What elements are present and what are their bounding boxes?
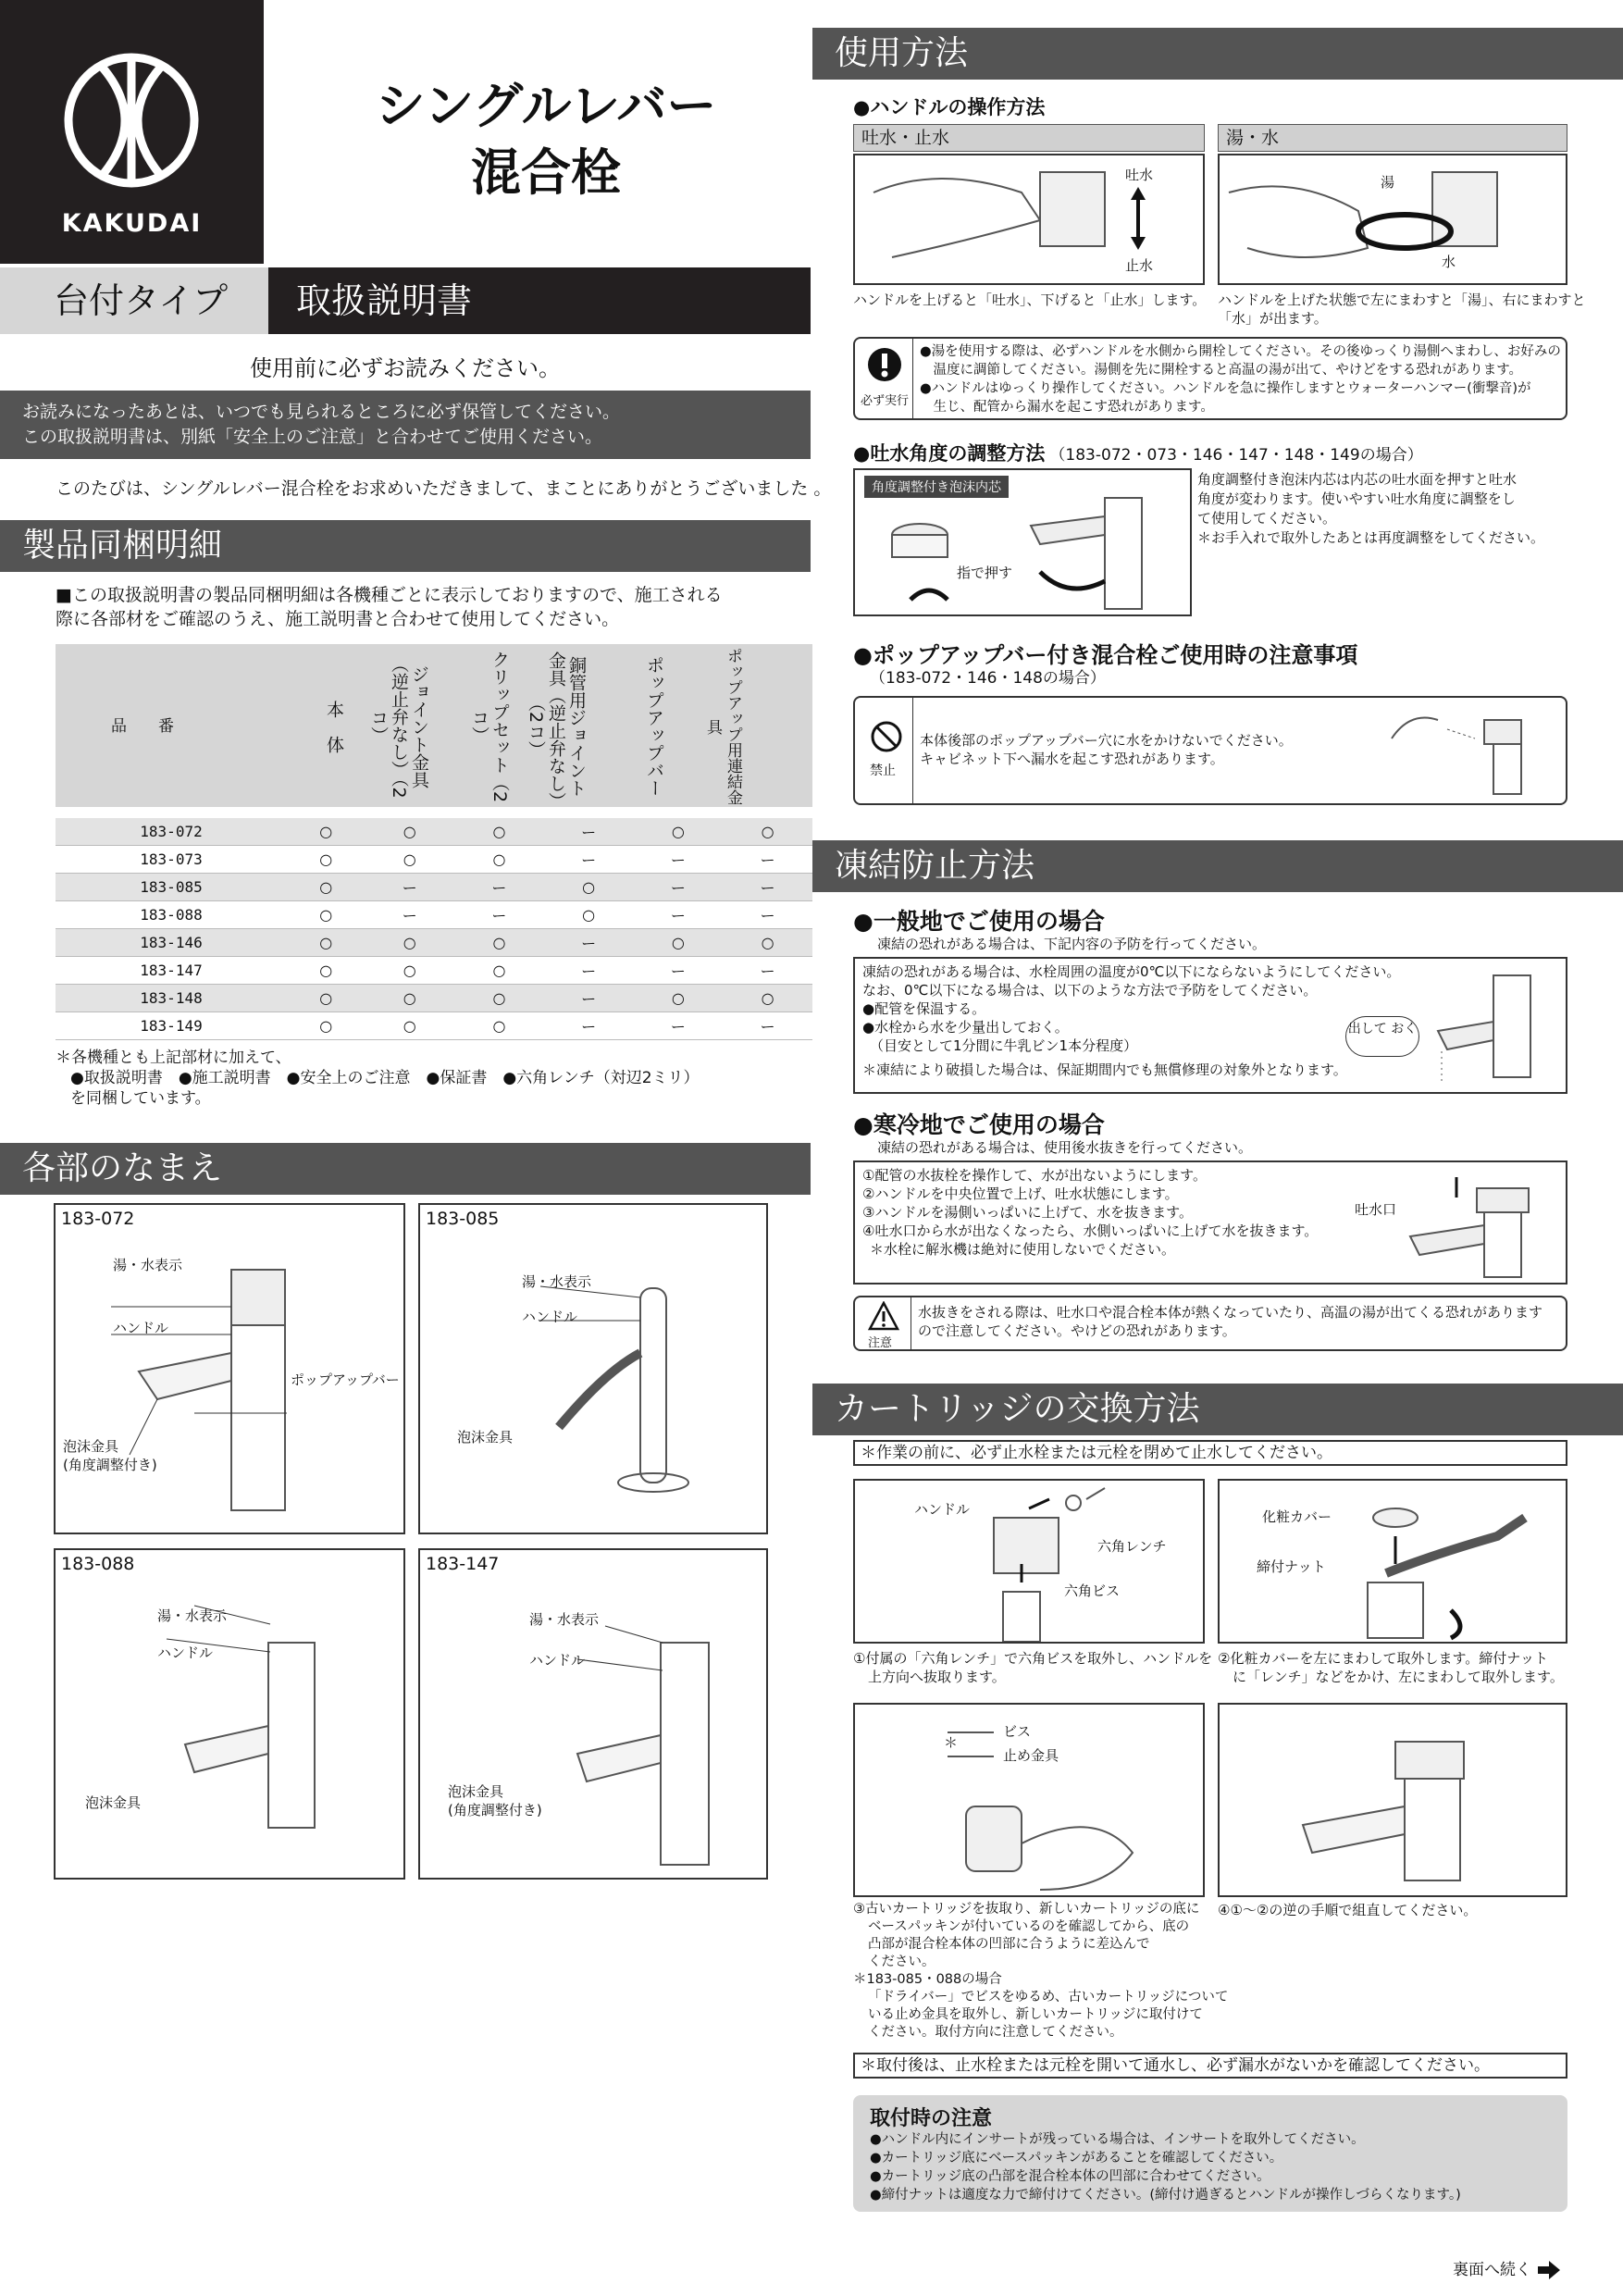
fig2-cover: 化粧カバー — [1262, 1508, 1332, 1525]
cold-line: ④吐水口から水が出なくなったら、水側いっぱいに上げて水を抜きます。 — [862, 1222, 1319, 1239]
faucet-round-icon — [420, 1205, 766, 1533]
row-cell: ー — [723, 901, 812, 929]
angle-line: 角度が変わります。使いやすい吐水角度に調整をし — [1197, 490, 1516, 507]
row-cell: ○ — [287, 985, 365, 1012]
diagram-183-072 — [54, 1203, 405, 1534]
row-cell: ー — [723, 846, 812, 874]
step3-text — [853, 1901, 1228, 2042]
must-line: ●湯を使用する際は、必ずハンドルを水側から開栓してください。その後ゆっくり湯側へまわし、お好みの — [920, 344, 1561, 359]
row-cell: ○ — [365, 957, 454, 985]
popup-subtitle: （183-072・146・148の場合） — [870, 669, 1106, 688]
label-angle: (角度調整付き) — [63, 1457, 157, 1473]
section-freeze: 凍結防止方法 — [812, 840, 1623, 892]
label-hot-cold: 湯・水表示 — [522, 1273, 592, 1290]
contents-intro-line1: ■この取扱説明書の製品同梱明細は各機種ごとに表示しておりますので、施工される — [56, 585, 723, 605]
shower-faucet-icon — [1373, 701, 1558, 803]
step3-line: ください。取付方向に注意してください。 — [868, 2025, 1123, 2040]
step2-line: ②化粧カバーを左にまわして取外します。締付ナット — [1218, 1650, 1548, 1667]
must-line: 生じ、配管から漏水を起こす恐れがあります。 — [920, 400, 1214, 415]
caution-label: 注意 — [868, 1336, 893, 1350]
tab-spout: 吐水・止水 — [853, 124, 1205, 152]
section-cartridge: カートリッジの交換方法 — [812, 1384, 1623, 1435]
label-handle: ハンドル — [113, 1320, 169, 1336]
caution-line: ので注意してください。やけどの恐れがあります。 — [918, 1322, 1236, 1339]
popup-line: キャビネット下へ漏水を起こす恐れがあります。 — [920, 751, 1224, 767]
row-cell: ○ — [634, 929, 724, 957]
row-cell: ー — [544, 1012, 634, 1040]
read-first: 使用前に必ずお読みください。 — [250, 355, 561, 381]
angle-text — [1197, 470, 1544, 548]
install-caution-text — [870, 2130, 1461, 2204]
row-cell: ○ — [287, 818, 365, 846]
angle-line: ＊お手入れで取外したあとは再度調整をしてください。 — [1197, 529, 1545, 546]
fig-step2 — [1218, 1479, 1567, 1644]
row-cell: ー — [634, 957, 724, 985]
install-line: ●締付ナットは適度な力で締付けてください。(締付け過ぎるとハンドルが操作しづらくなります。) — [870, 2188, 1461, 2203]
row-cell: ○ — [287, 1012, 365, 1040]
row-cell: ○ — [365, 1012, 454, 1040]
step2-line: に「レンチ」などをかけ、左にまわして取外します。 — [1233, 1669, 1564, 1685]
row-cell: ○ — [287, 846, 365, 874]
row-cell: ー — [634, 846, 724, 874]
ban-label: 禁止 — [870, 763, 896, 778]
aerator-icon — [855, 470, 1190, 614]
type-label: 台付タイプ — [54, 280, 229, 321]
row-cell: ー — [723, 1012, 812, 1040]
popup-line: 本体後部のポップアップバー穴に水をかけないでください。 — [920, 732, 1293, 749]
freeze-cold-sub: 凍結の恐れがある場合は、使用後水抜きを行ってください。 — [877, 1139, 1253, 1156]
angle-line: 角度調整付き泡沫内芯は内芯の吐水面を押すと吐水 — [1197, 471, 1518, 488]
table-row — [56, 957, 812, 985]
diagram-183-147 — [418, 1548, 768, 1880]
fig-spout — [853, 154, 1205, 285]
faucet-square-icon — [1220, 1705, 1566, 1895]
row-code: 183-148 — [56, 985, 287, 1012]
general-line: 凍結の恐れがある場合は、水栓周囲の温度が0℃以下にならないようにしてください。 — [862, 963, 1401, 980]
row-cell: ○ — [365, 985, 454, 1012]
table-row — [56, 929, 812, 957]
tab-hot-cold: 湯・水 — [1218, 124, 1567, 152]
cold-line: ＊水栓に解氷機は絶対に使用しないでください。 — [870, 1241, 1176, 1258]
contents-note3: を同梱しています。 — [70, 1089, 211, 1108]
general-line: ＊凍結により破損した場合は、保証期間内でも無償修理の対象外となります。 — [862, 1061, 1347, 1078]
cold-line: ③ハンドルを湯側いっぱいに上げて、水を抜きます。 — [862, 1204, 1193, 1221]
row-cell: ○ — [454, 957, 544, 985]
cartridge-pre-note: ＊作業の前に、必ず止水栓または元栓を閉めて止水してください。 — [853, 1440, 1567, 1466]
label-handle: ハンドル — [522, 1309, 578, 1325]
spout-label: 吐水口 — [1355, 1201, 1397, 1218]
row-cell: ー — [544, 818, 634, 846]
row-cell: ○ — [723, 929, 812, 957]
row-cell: ○ — [454, 846, 544, 874]
fig-hot-cold — [1218, 154, 1567, 285]
step1-text — [853, 1649, 1212, 1686]
angle-push: 指で押す — [957, 565, 1013, 581]
step3-line: いる止め金具を取外し、新しいカートリッジに取付けて — [868, 2007, 1203, 2022]
popup-title: ●ポップアップバー付き混合栓ご使用時の注意事項 — [853, 642, 1358, 668]
general-line: （目安として1分間に牛乳ビン1本分程度） — [870, 1037, 1138, 1054]
label-aerator: 泡沫金具 — [63, 1438, 119, 1455]
general-line: なお、0℃以下になる場合は、以下のような方法で予防をしてください。 — [862, 982, 1318, 999]
col-code-label: 品 番 — [111, 717, 174, 736]
contents-note2: ●取扱説明書 ●施工説明書 ●安全上のご注意 ●保証書 ●六角レンチ（対辺2ミリ） — [70, 1069, 700, 1087]
step2-text — [1218, 1649, 1564, 1686]
row-cell: ー — [454, 874, 544, 901]
row-code: 183-073 — [56, 846, 287, 874]
diagram-code: 183-088 — [61, 1554, 135, 1574]
row-cell: ○ — [287, 874, 365, 901]
row-cell: ○ — [365, 846, 454, 874]
table-row — [56, 874, 812, 901]
caption-hot-cold — [1218, 291, 1586, 328]
freeze-cold-title: ●寒冷地でご使用の場合 — [853, 1111, 1105, 1138]
exclamation-icon — [866, 346, 903, 383]
caption-hot-cold-2: 「水」が出ます。 — [1218, 310, 1328, 327]
fig2-nut: 締付ナット — [1257, 1558, 1326, 1575]
row-code: 183-146 — [56, 929, 287, 957]
install-caution-title: 取付時の注意 — [870, 2107, 993, 2130]
faucet-square-icon — [1392, 1170, 1558, 1281]
title-line2: 混合栓 — [471, 143, 621, 202]
faucet-square-icon — [420, 1550, 766, 1878]
fig-step4 — [1218, 1703, 1567, 1897]
row-code: 183-149 — [56, 1012, 287, 1040]
row-code: 183-088 — [56, 901, 287, 929]
row-cell: ○ — [287, 957, 365, 985]
label-spout-off: 止水 — [1125, 257, 1154, 274]
general-line: ●配管を保温する。 — [862, 1000, 986, 1017]
row-cell: ○ — [287, 929, 365, 957]
table-row — [56, 1012, 812, 1040]
freeze-general-title: ●一般地でご使用の場合 — [853, 908, 1105, 935]
col-body: 本 体 — [324, 700, 344, 753]
row-cell: ○ — [544, 901, 634, 929]
row-code: 183-072 — [56, 818, 287, 846]
row-cell: ー — [454, 901, 544, 929]
label-aerator: 泡沫金具 — [448, 1783, 504, 1800]
fig-angle — [853, 468, 1192, 616]
freeze-general-text — [862, 962, 1400, 1079]
row-cell: ー — [365, 901, 454, 929]
must-line: ●ハンドルはゆっくり操作してください。ハンドルを急に操作しますとウォーターハンマー(衝撃音)が — [920, 381, 1531, 396]
step3-line: ください。 — [868, 1955, 935, 1969]
label-hot: 湯 — [1381, 174, 1395, 191]
row-cell: ー — [634, 1012, 724, 1040]
freeze-general-sub: 凍結の恐れがある場合は、下記内容の予防を行ってください。 — [877, 936, 1267, 952]
angle-line: て使用してください。 — [1197, 510, 1337, 527]
label-handle: ハンドル — [157, 1644, 214, 1661]
row-code: 183-147 — [56, 957, 287, 985]
cold-line: ①配管の水抜栓を操作して、水が出ないようにします。 — [862, 1167, 1207, 1184]
fig3-clip: 止め金具 — [1003, 1747, 1059, 1764]
cold-line: ②ハンドルを中央位置で上げ、吐水状態にします。 — [862, 1185, 1179, 1202]
section-contents: 製品同梱明細 — [0, 520, 811, 572]
row-cell: ○ — [634, 985, 724, 1012]
popup-text — [920, 731, 1293, 768]
cartridge-after-note: ＊取付後は、止水栓または元栓を開いて通水し、必ず漏水がないかを確認してください。 — [853, 2053, 1567, 2079]
faucet-square-icon — [56, 1205, 403, 1533]
table-row — [56, 846, 812, 874]
angle-title: ●吐水角度の調整方法 — [853, 442, 1046, 465]
label-handle: ハンドル — [529, 1652, 586, 1669]
col-popup-bar: ポップアップバー — [644, 656, 664, 797]
step3-line: ③古いカートリッジを抜取り、新しいカートリッジの底に — [853, 1902, 1200, 1917]
freeze-caution-box — [853, 1296, 1567, 1351]
col-clip: クリップセット（2コ） — [469, 650, 510, 803]
row-cell: ー — [634, 874, 724, 901]
title-line1: シングルレバー — [375, 77, 717, 135]
diagram-code: 183-147 — [426, 1554, 500, 1574]
row-cell: ○ — [287, 901, 365, 929]
diagram-183-088 — [54, 1548, 405, 1880]
row-code: 183-085 — [56, 874, 287, 901]
row-cell: ○ — [634, 818, 724, 846]
col-joint: ジョイント金具（逆止弁なし）（2コ） — [368, 654, 429, 799]
row-cell: ー — [723, 957, 812, 985]
label-hot-cold: 湯・水表示 — [529, 1611, 600, 1628]
row-cell: ー — [544, 929, 634, 957]
fig1-hex-screw: 六角ビス — [1064, 1582, 1121, 1599]
bubble: 出して おく — [1345, 1016, 1419, 1057]
contents-note1: ＊各機種とも上記部材に加えて、 — [56, 1049, 291, 1067]
footer-next-label: 裏面へ続く — [1453, 2261, 1531, 2279]
faucet-square-icon — [1429, 966, 1558, 1086]
general-line: ●水栓から水を少量出しておく。 — [862, 1019, 1069, 1036]
handle-title: ●ハンドルの操作方法 — [853, 96, 1046, 118]
type-band-left — [0, 267, 268, 334]
contents-intro-line2: 際に各部材をご確認のうえ、施工説明書と合わせて使用してください。 — [56, 609, 620, 629]
caption-spout: ハンドルを上げると「吐水」、下げると「止水」します。 — [853, 292, 1207, 308]
label-angle: (角度調整付き) — [448, 1802, 542, 1818]
row-cell: ー — [365, 874, 454, 901]
step4-text: ④①～②の逆の手順で組直してください。 — [1218, 1902, 1478, 1918]
row-cell: ー — [544, 985, 634, 1012]
row-cell: ー — [544, 957, 634, 985]
label-spout-on: 吐水 — [1125, 167, 1154, 183]
row-cell: ○ — [454, 818, 544, 846]
label-hot-cold: 湯・水表示 — [113, 1257, 183, 1273]
kakudai-logo-icon — [0, 0, 264, 208]
contents-table — [56, 818, 812, 1040]
notice-line2: この取扱説明書は、別紙「安全上のご注意」と合わせてご使用ください。 — [22, 427, 603, 447]
row-cell: ○ — [365, 818, 454, 846]
label-hot-cold: 湯・水表示 — [157, 1607, 228, 1624]
install-line: ●ハンドル内にインサートが残っている場合は、インサートを取外してください。 — [870, 2132, 1365, 2147]
label-popup-bar: ポップアップバー — [291, 1371, 400, 1388]
angle-tag: 角度調整付き泡沫内芯 — [864, 476, 1009, 498]
prohibited-icon — [870, 720, 903, 753]
freeze-general-box — [853, 957, 1567, 1094]
must-text — [920, 342, 1561, 416]
row-cell: ○ — [723, 985, 812, 1012]
notice-line1: お読みになったあとは、いつでも見られるところに必ず保管してください。 — [22, 402, 621, 422]
row-cell: ○ — [544, 874, 634, 901]
footer-next — [1453, 2256, 1560, 2279]
install-line: ●カートリッジ底の凸部を混合栓本体の凹部に合わせてください。 — [870, 2169, 1270, 2184]
step3-line: 凸部が混合栓本体の凹部に合うように差込んで — [868, 1937, 1150, 1952]
diagram-code: 183-072 — [61, 1209, 135, 1229]
step3-line: ベースパッキンが付いているのを確認してから、底の — [868, 1919, 1190, 1934]
step3-line: 「ドライバー」でビスをゆるめ、古いカートリッジについて — [868, 1990, 1229, 2004]
notice-band — [0, 391, 811, 459]
install-caution-box — [853, 2095, 1567, 2212]
fig1-handle: ハンドル — [914, 1501, 971, 1518]
label-aerator: 泡沫金具 — [457, 1429, 514, 1446]
col-popup-link: ポップアップ用連結金具 — [703, 648, 742, 805]
row-cell: ○ — [365, 929, 454, 957]
table-row — [56, 818, 812, 846]
angle-title-row — [853, 439, 1423, 466]
section-usage: 使用方法 — [812, 28, 1623, 80]
remove-handle-icon — [855, 1481, 1203, 1642]
contents-notes — [56, 1048, 700, 1109]
contents-intro — [56, 583, 723, 631]
table-row — [56, 985, 812, 1012]
arrow-right-icon — [1536, 2261, 1560, 2279]
thanks-text: このたびは、シングルレバー混合栓をお求めいただきまして、まことにありがとうございました 。 — [56, 478, 832, 499]
fig1-hex-wrench: 六角レンチ — [1097, 1538, 1167, 1555]
diagram-code: 183-085 — [426, 1209, 500, 1229]
row-cell: ー — [544, 846, 634, 874]
warning-icon — [868, 1301, 899, 1331]
row-cell: ○ — [454, 985, 544, 1012]
must-do-box — [853, 337, 1567, 420]
table-row — [56, 901, 812, 929]
fig3-asterisk: ＊ — [944, 1734, 959, 1751]
install-line: ●カートリッジ底にベースパッキンがあることを確認してください。 — [870, 2151, 1283, 2166]
row-cell: ー — [723, 874, 812, 901]
diagram-183-085 — [418, 1203, 768, 1534]
label-aerator: 泡沫金具 — [85, 1794, 142, 1811]
fig-step3 — [853, 1703, 1205, 1897]
freeze-cold-box — [853, 1160, 1567, 1285]
step3-line: ＊183-085・088の場合 — [853, 1972, 1002, 1987]
row-cell: ー — [634, 901, 724, 929]
faucet-square-icon — [56, 1550, 403, 1878]
row-cell: ○ — [723, 818, 812, 846]
type-band-right — [268, 267, 811, 334]
step1-line: ①付属の「六角レンチ」で六角ビスを取外し、ハンドルを — [853, 1650, 1213, 1667]
row-cell: ○ — [454, 1012, 544, 1040]
must-line: 温度に調節してください。湯側を先に開栓すると高温の湯が出て、やけどをする恐れがあります。 — [920, 363, 1523, 378]
must-label: 必ず実行 — [861, 394, 910, 408]
doc-label: 取扱説明書 — [296, 280, 473, 321]
fig-step1 — [853, 1479, 1205, 1644]
label-cold: 水 — [1442, 254, 1456, 270]
section-parts: 各部のなまえ — [0, 1143, 811, 1195]
angle-subtitle: （183-072・073・146・147・148・149の場合） — [1049, 446, 1423, 465]
step1-line: 上方向へ抜取ります。 — [868, 1669, 1006, 1685]
freeze-caution-text — [918, 1303, 1542, 1340]
brand-name: KAKUDAI — [61, 209, 203, 238]
col-copper-joint: 銅管用ジョイント金具（逆止弁なし）（2コ） — [526, 652, 587, 801]
caution-line: 水抜きをされる際は、吐水口や混合栓本体が熱くなっていたり、高温の湯が出てくる恐れがあります — [918, 1304, 1543, 1321]
row-cell: ○ — [454, 929, 544, 957]
popup-box — [853, 696, 1567, 805]
freeze-cold-text — [862, 1166, 1318, 1259]
caption-hot-cold-1: ハンドルを上げた状態で左にまわすと「湯」、右にまわすと — [1218, 292, 1586, 308]
fig3-screw: ビス — [1003, 1723, 1032, 1740]
